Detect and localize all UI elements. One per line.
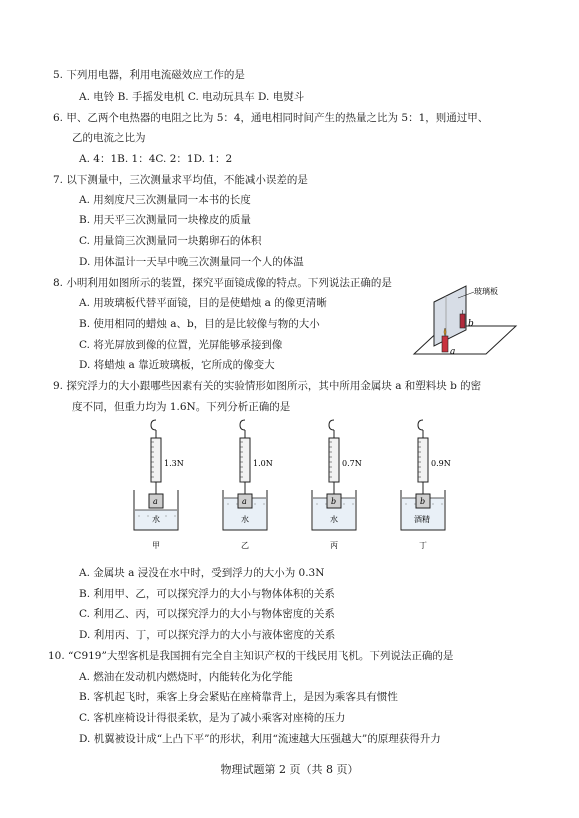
question-9-option-b: B. 利用甲、乙，可以探究浮力的大小与物体体积的关系	[79, 588, 335, 600]
buoyancy-experiment-figure	[130, 418, 470, 558]
question-8-option-c: C. 将光屏放到像的位置，光屏能够承接到像	[79, 339, 283, 351]
candle-a-label: a	[450, 347, 456, 357]
spring-scale-setup-4	[401, 420, 451, 550]
page-footer: 物理试题第 2 页（共 8 页）	[220, 763, 359, 776]
setup-caption: 甲	[152, 541, 160, 550]
question-10-option-a: A. 燃油在发动机内燃烧时，内能转化为化学能	[79, 671, 293, 683]
question-8-option-a: A. 用玻璃板代替平面镜，目的是使蜡烛 a 的像更清晰	[79, 297, 327, 309]
question-9-option-c: C. 利用乙、丙，可以探究浮力的大小与物体密度的关系	[79, 608, 335, 620]
candle-b-label: b	[468, 319, 474, 329]
question-7-option-c: C. 用量筒三次测量同一块鹅卵石的体积	[79, 235, 262, 247]
spring-scale-setup-2	[223, 420, 273, 550]
question-9-stem-cont: 度不同，但重力均为 1.6N。下列分析正确的是	[72, 401, 291, 413]
question-8-option-d: D. 将蜡烛 a 靠近玻璃板，它所成的像变大	[79, 359, 275, 371]
spring-scale-setup-3	[312, 420, 362, 550]
setup-caption: 乙	[241, 541, 249, 550]
setup-caption: 丁	[419, 541, 427, 550]
setup-caption: 丙	[330, 541, 338, 550]
liquid-label: 水	[241, 515, 249, 524]
mirror-experiment-figure	[408, 282, 520, 368]
block-label: b	[420, 497, 426, 506]
question-7-option-b: B. 用天平三次测量同一块橡皮的质量	[79, 214, 251, 226]
question-7-option-d: D. 用体温计一天早中晚三次测量同一个人的体温	[79, 256, 304, 268]
question-10-option-d: D. 机翼被设计成“上凸下平”的形状，利用“流速越大压强越大”的原理获得升力	[79, 733, 441, 745]
scale-reading: 1.0N	[253, 459, 273, 468]
question-6-stem: 6. 甲、乙两个电热器的电阻之比为 5：4，通电相同时间产生的热量之比为 5：1，则通过甲、	[53, 112, 489, 124]
question-9-stem: 9. 探究浮力的大小跟哪些因素有关的实验情形如图所示，其中所用金属块 a 和塑料块 b 的密	[53, 380, 482, 392]
block-label: a	[153, 497, 158, 506]
block-label: b	[331, 497, 337, 506]
question-6-options: A. 4：1B. 1：4C. 2：1D. 1：2	[79, 153, 233, 165]
scale-reading: 1.3N	[164, 459, 184, 468]
scale-reading: 0.7N	[342, 459, 362, 468]
question-8-option-b: B. 使用相同的蜡烛 a、b，目的是比较像与物的大小	[79, 318, 320, 330]
question-10-option-b: B. 客机起飞时，乘客上身会紧贴在座椅靠背上，是因为乘客具有惯性	[79, 691, 398, 703]
spring-scale-setup-1	[134, 420, 184, 550]
question-7-stem: 7. 以下测量中，三次测量求平均值，不能减小误差的是	[53, 174, 308, 186]
question-6-stem-cont: 乙的电流之比为	[72, 132, 146, 144]
liquid-label: 酒精	[414, 515, 430, 524]
glass-plate-label: 玻璃板	[474, 287, 498, 296]
question-5-options: A. 电铃 B. 手摇发电机 C. 电动玩具车 D. 电熨斗	[79, 91, 305, 103]
question-10-option-c: C. 客机座椅设计得很柔软，是为了减小乘客对座椅的压力	[79, 712, 346, 724]
question-5-stem: 5. 下列用电器，利用电流磁效应工作的是	[53, 69, 245, 81]
question-7-option-a: A. 用刻度尺三次测量同一本书的长度	[79, 194, 251, 206]
question-10-stem: 10. “C919”大型客机是我国拥有完全自主知识产权的干线民用飞机。下列说法正确的是	[48, 650, 454, 662]
scale-reading: 0.9N	[431, 459, 451, 468]
question-9-option-a: A. 金属块 a 浸没在水中时，受到浮力的大小为 0.3N	[79, 567, 325, 579]
question-9-option-d: D. 利用丙、丁，可以探究浮力的大小与液体密度的关系	[79, 629, 336, 641]
liquid-label: 水	[152, 515, 160, 524]
liquid-label: 水	[330, 515, 338, 524]
question-8-stem: 8. 小明利用如图所示的装置，探究平面镜成像的特点。下列说法正确的是	[53, 277, 392, 289]
block-label: a	[242, 497, 247, 506]
